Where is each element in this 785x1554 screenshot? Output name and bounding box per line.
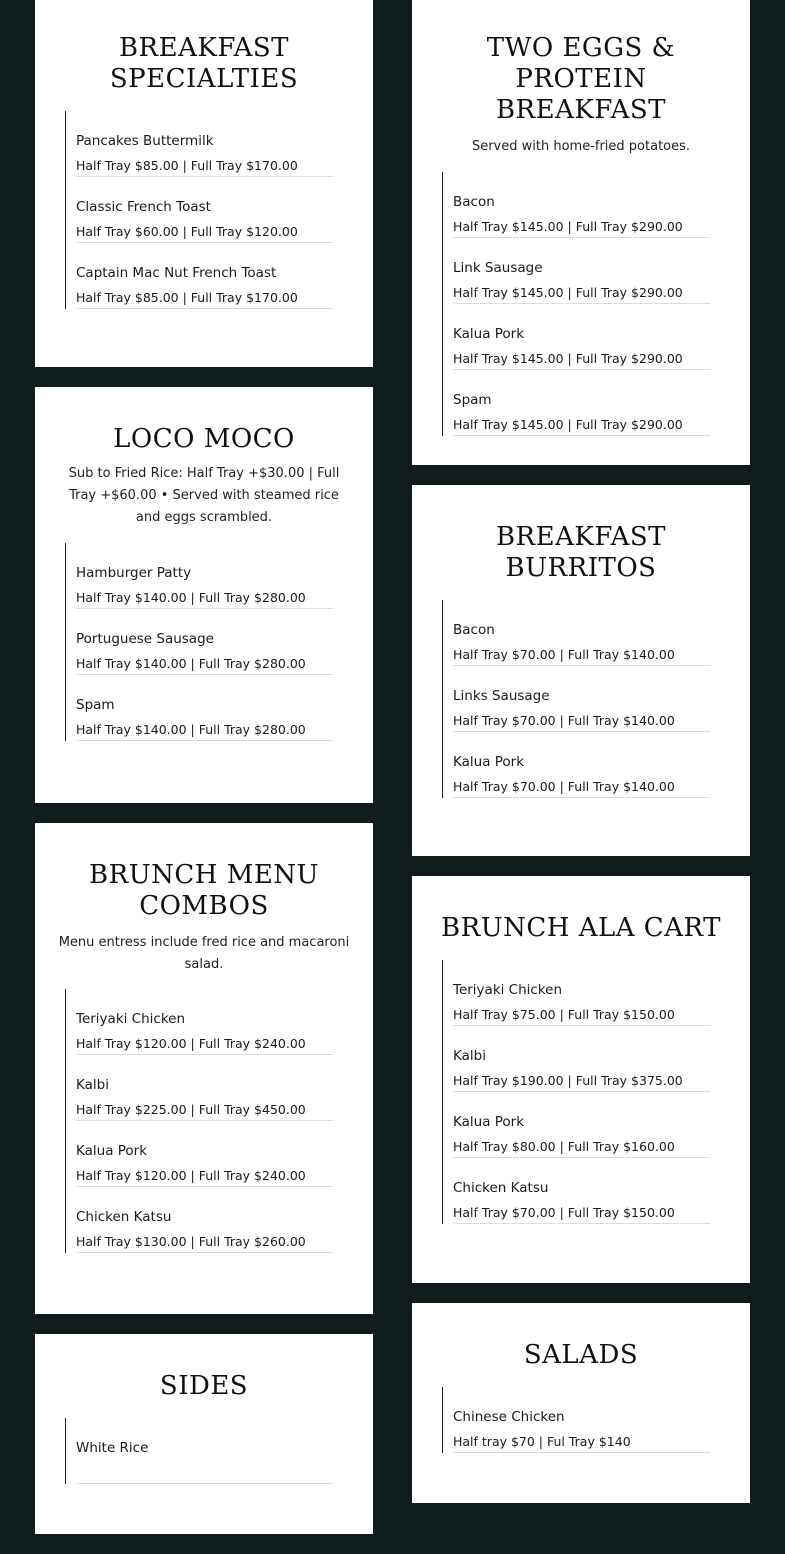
menu-item (76, 1418, 333, 1484)
menu-item-name: Classic French Toast (76, 199, 211, 215)
menu-item-price: Half Tray $60.00 | Full Tray $120.00 (76, 224, 298, 239)
menu-item-price: Half Tray $85.00 | Full Tray $170.00 (76, 158, 298, 173)
menu-item-list (65, 1418, 333, 1484)
menu-item-price: Half Tray $225.00 | Full Tray $450.00 (76, 1102, 306, 1117)
menu-item-price: Half Tray $140.00 | Full Tray $280.00 (76, 722, 306, 737)
menu-item-price: Half Tray $140.00 | Full Tray $280.00 (76, 656, 306, 671)
menu-item-name: Captain Mac Nut French Toast (76, 265, 277, 281)
section-title: SALADS (523, 1340, 639, 1370)
menu-item-name: Links Sausage (453, 688, 550, 704)
menu-item-list (65, 111, 333, 309)
menu-item (453, 1092, 710, 1158)
menu-item-name: Chinese Chicken (453, 1409, 565, 1425)
menu-card-salads (412, 1303, 750, 1503)
menu-item (453, 370, 710, 436)
menu-item (76, 1121, 333, 1187)
menu-item-name: Kalua Pork (453, 754, 525, 770)
menu-item (76, 989, 333, 1055)
menu-item-list (442, 1387, 710, 1453)
menu-card-breakfast-specialties (35, 0, 373, 367)
menu-item (76, 1187, 333, 1253)
section-title: SIDES (159, 1371, 249, 1401)
menu-column-left (35, 0, 373, 1554)
menu-card-brunch-menu-combos (35, 823, 373, 1314)
menu-item (453, 732, 710, 798)
menu-item-price: Half Tray $120.00 | Full Tray $240.00 (76, 1168, 306, 1183)
menu-item-price: Half Tray $80.00 | Full Tray $160.00 (453, 1139, 675, 1154)
menu-item-price: Half Tray $190.00 | Full Tray $375.00 (453, 1073, 683, 1088)
section-title: BREAKFAST BURRITOS (495, 522, 667, 583)
menu-item-price: Half Tray $85.00 | Full Tray $170.00 (76, 290, 298, 305)
menu-card-loco-moco (35, 387, 373, 803)
menu-item-name: Bacon (453, 622, 495, 638)
menu-item (453, 960, 710, 1026)
menu-item-price: Half Tray $70.00 | Full Tray $140.00 (453, 647, 675, 662)
menu-item-list (442, 960, 710, 1224)
menu-item-price: Half tray $70 | Ful Tray $140 (453, 1434, 631, 1449)
menu-item-name: Pancakes Buttermilk (76, 133, 214, 149)
menu-item-price: Half Tray $75.00 | Full Tray $150.00 (453, 1007, 675, 1022)
menu-item (453, 1387, 710, 1453)
menu-item-name: Hamburger Patty (76, 565, 192, 581)
menu-card-breakfast-burritos (412, 485, 750, 856)
menu-item (453, 600, 710, 666)
menu-item-name: Spam (76, 697, 115, 713)
menu-item-price: Half Tray $145.00 | Full Tray $290.00 (453, 219, 683, 234)
menu-item (453, 1158, 710, 1224)
menu-item (453, 238, 710, 304)
menu-item (76, 609, 333, 675)
menu-item (76, 1055, 333, 1121)
menu-item-price: Half Tray $130.00 | Full Tray $260.00 (76, 1234, 306, 1249)
menu-item-name: Chicken Katsu (453, 1180, 549, 1196)
menu-item (453, 1026, 710, 1092)
menu-item-list (442, 600, 710, 798)
menu-item-name: Portuguese Sausage (76, 631, 214, 647)
menu-item-name: Kalua Pork (453, 1114, 525, 1130)
menu-item-name: Teriyaki Chicken (76, 1011, 186, 1027)
menu-item-list (442, 172, 710, 436)
menu-item (453, 304, 710, 370)
menu-item-name: Kalua Pork (76, 1143, 148, 1159)
section-title: BREAKFAST SPECIALTIES (109, 33, 299, 94)
menu-item (76, 675, 333, 741)
menu-item-name: Link Sausage (453, 260, 543, 276)
menu-item-name: Kalbi (453, 1048, 486, 1064)
menu-item (76, 243, 333, 309)
menu-item-name: Spam (453, 392, 492, 408)
menu-item-price: Half Tray $120.00 | Full Tray $240.00 (76, 1036, 306, 1051)
menu-column-right (412, 0, 750, 1523)
section-note: Served with home-fried potatoes. (471, 139, 691, 154)
section-title: LOCO MOCO (113, 424, 295, 454)
menu-item-name: Bacon (453, 194, 495, 210)
section-note: Menu entress include fred rice and macaroni salad. (58, 935, 350, 972)
section-note: Sub to Fried Rice: Half Tray +$30.00 | Full Tray +$60.00 • Served with steamed rice and eggs scrambled. (68, 466, 340, 525)
menu-item-price: Half Tray $145.00 | Full Tray $290.00 (453, 351, 683, 366)
menu-item-price: Half Tray $70.00 | Full Tray $140.00 (453, 713, 675, 728)
menu-card-brunch-ala-cart (412, 876, 750, 1283)
menu-item (453, 172, 710, 238)
menu-item-price: Half Tray $140.00 | Full Tray $280.00 (76, 590, 306, 605)
menu-item-name: Kalua Pork (453, 326, 525, 342)
menu-item-price: Half Tray $145.00 | Full Tray $290.00 (453, 417, 683, 432)
menu-item (76, 111, 333, 177)
menu-item-name: Kalbi (76, 1077, 109, 1093)
menu-item-list (65, 543, 333, 741)
menu-card-two-eggs-protein (412, 0, 750, 465)
menu-item-price: Half Tray $70.00 | Full Tray $150.00 (453, 1205, 675, 1220)
menu-item-price: Half Tray $70.00 | Full Tray $140.00 (453, 779, 675, 794)
menu-item-name: Chicken Katsu (76, 1209, 172, 1225)
menu-item-name: Teriyaki Chicken (453, 982, 563, 998)
section-title: BRUNCH ALA CART (441, 913, 721, 943)
menu-item-name: White Rice (76, 1440, 149, 1456)
menu-item-list (65, 989, 333, 1253)
menu-item-price: Half Tray $145.00 | Full Tray $290.00 (453, 285, 683, 300)
section-title: TWO EGGS & PROTEIN BREAKFAST (486, 33, 676, 125)
menu-card-sides (35, 1334, 373, 1534)
menu-item (76, 177, 333, 243)
menu-item (76, 543, 333, 609)
section-title: BRUNCH MENU COMBOS (89, 860, 319, 921)
menu-item (453, 666, 710, 732)
